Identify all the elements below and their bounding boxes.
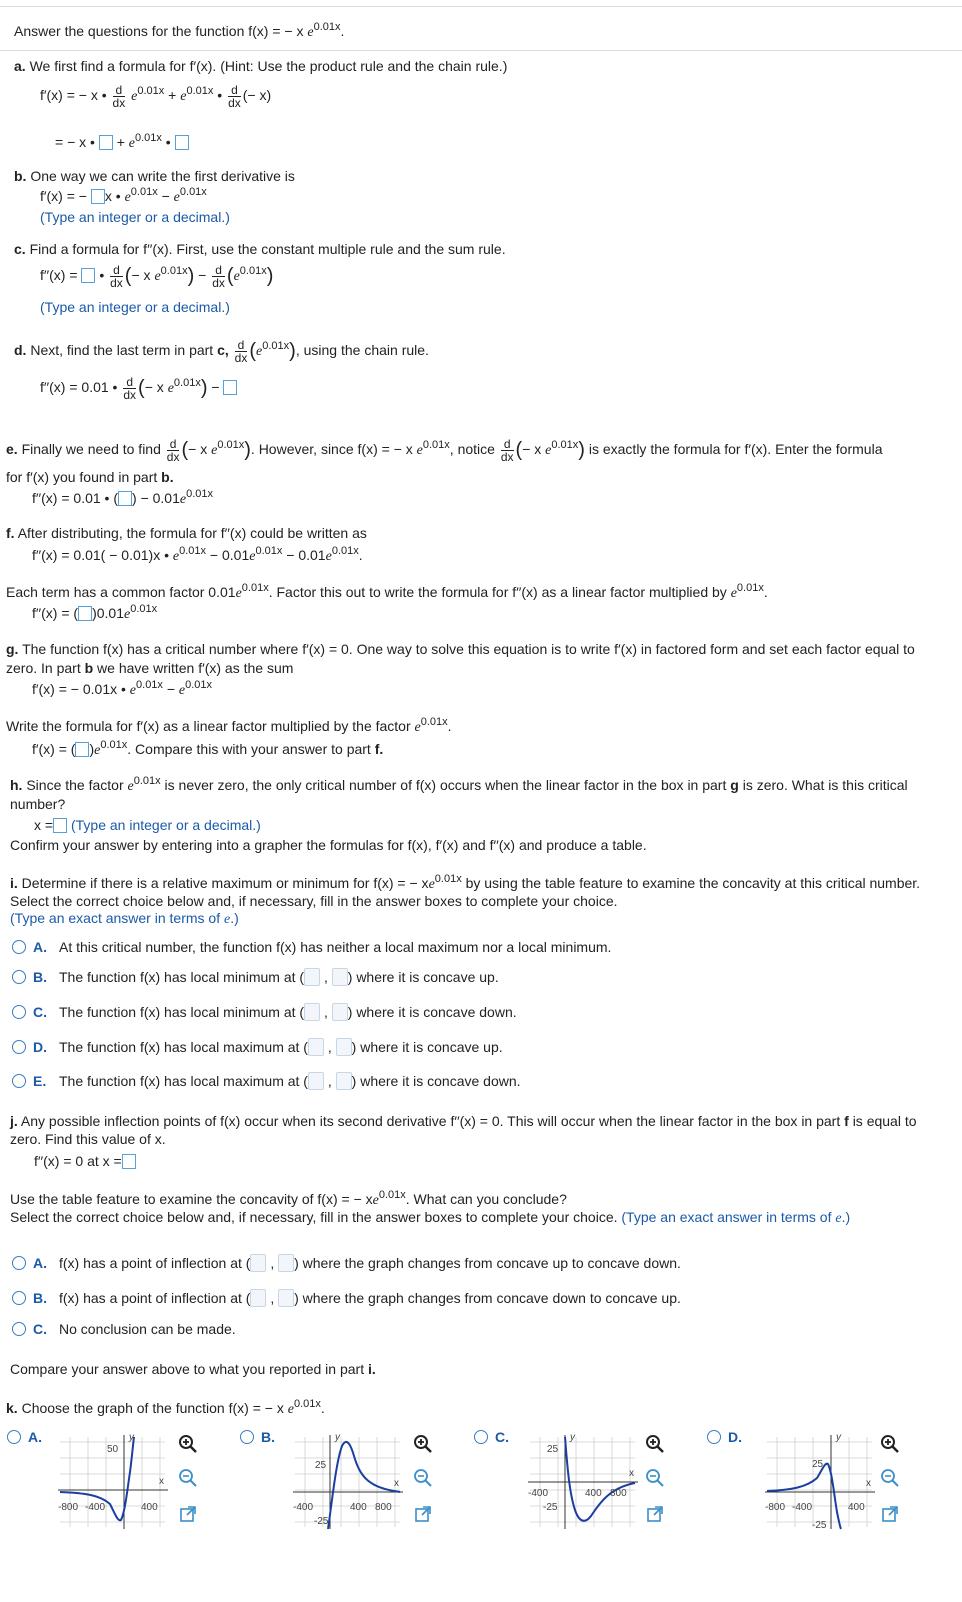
radio-k-b[interactable]	[240, 1430, 254, 1444]
graph-d-tick-x3: 400	[848, 1502, 865, 1513]
answer-box-i-e-y[interactable]	[336, 1072, 352, 1090]
zoom-in-icon[interactable]	[178, 1434, 198, 1454]
part-e-formula: f′′(x) = 0.01 • ( ) − $0.01e^{0.01x}$	[32, 488, 214, 507]
part-f-factored: f′′(x) = ( )$0.01e^{0.01x}$	[32, 603, 158, 622]
question-prompt: Answer the questions for the function f(x) = − x $e^{0.01x}$.	[14, 21, 345, 40]
option-i-d-text[interactable]: The function f(x) has local maximum at ( , ) where it is concave up.	[59, 1039, 503, 1055]
part-d-formula: f′′(x) = 0.01 • $\frac{d}{dx}$ (− x $e^{0.01x}$) −	[40, 372, 237, 404]
part-i-prompt: i. Determine if there is a relative maximum or minimum for f(x) = − $xe^{0.01x}$ by using the table feature to examine the concavity at this critical number.	[10, 873, 921, 892]
zoom-in-icon[interactable]	[880, 1434, 900, 1454]
part-g-factored: f′(x) = ( )$e^{0.01x}$. Compare this with your answer to part f.	[32, 739, 384, 758]
graph-option-a[interactable]	[55, 1432, 170, 1532]
graph-d-tick-x1: -800	[765, 1502, 786, 1513]
graph-c-y-label: y	[570, 1432, 575, 1443]
part-g-factor-prompt: Write the formula for f′(x) as a linear factor multiplied by the factor $e^{0.01x}$.	[6, 716, 452, 735]
graph-d-tick-x2: -400	[792, 1502, 813, 1513]
zoom-out-icon[interactable]	[178, 1468, 198, 1488]
question-header	[0, 10, 962, 51]
part-d-prompt: d. Next, find the last term in part c, $\frac{d}{dx}$ $(e^{0.01x})$, using the chain rule.	[14, 337, 429, 365]
graph-option-b[interactable]	[290, 1432, 405, 1532]
graph-c-tick-y1: 25	[547, 1444, 559, 1455]
graph-d-x-label: x	[866, 1478, 871, 1489]
graph-b-tick-y2: -25	[314, 1516, 329, 1527]
graph-option-c[interactable]	[525, 1432, 640, 1532]
popout-icon[interactable]	[413, 1504, 433, 1524]
answer-box-j[interactable]	[122, 1154, 136, 1169]
answer-box-e[interactable]	[118, 491, 132, 506]
graph-a-x-label: x	[159, 1476, 164, 1487]
part-f-prompt: f. After distributing, the formula for f′′(x) could be written as	[6, 525, 367, 541]
graph-c-x-label: x	[629, 1468, 634, 1479]
answer-box-i-b-x[interactable]	[304, 968, 320, 986]
graph-b-tick-x1: -400	[293, 1502, 314, 1513]
option-j-c-letter: C.	[33, 1321, 47, 1337]
part-j-prompt-cont: zero. Find this value of x.	[10, 1131, 166, 1147]
part-i-hint: (Type an exact answer in terms of e.)	[10, 910, 239, 927]
graph-c-tick-x3: 800	[610, 1488, 627, 1499]
part-a-prompt: a. We first find a formula for f′(x). (Hint: Use the product rule and the chain rule.)	[14, 58, 508, 74]
radio-j-b[interactable]	[12, 1291, 26, 1305]
graph-a-tick-x1: -800	[58, 1502, 79, 1513]
part-i-instruction: Select the correct choice below and, if necessary, fill in the answer boxes to complete your choice.	[10, 893, 618, 909]
part-g-prompt-cont: zero. In part b we have written f′(x) as the sum	[6, 660, 294, 676]
zoom-out-icon[interactable]	[880, 1468, 900, 1488]
option-j-c-text[interactable]: No conclusion can be made.	[59, 1321, 236, 1337]
radio-i-e[interactable]	[12, 1074, 26, 1088]
option-j-b-text[interactable]: f(x) has a point of inflection at ( , ) where the graph changes from concave down to concave up.	[59, 1290, 681, 1306]
part-j-answer: f′′(x) = 0 at x =	[34, 1152, 136, 1170]
option-i-c-text[interactable]: The function f(x) has local minimum at ( , ) where it is concave down.	[59, 1004, 517, 1020]
popout-icon[interactable]	[880, 1504, 900, 1524]
graph-d-tick-y1: 25	[812, 1459, 824, 1470]
zoom-in-icon[interactable]	[413, 1434, 433, 1454]
answer-box-i-d-y[interactable]	[336, 1038, 352, 1056]
option-k-a-letter: A.	[28, 1429, 42, 1445]
part-c-prompt: c. Find a formula for f′′(x). First, use the constant multiple rule and the sum rule.	[14, 241, 506, 257]
part-b-formula: f′(x) = − x • $e^{0.01x} - e^{0.01x}$	[40, 186, 207, 205]
part-b-prompt: b. One way we can write the first derivative is	[14, 168, 295, 184]
part-j-prompt: j. Any possible inflection points of f(x) occur when its second derivative f′′(x) = 0. This will occur when the linear factor in the box in part f is equal to	[10, 1113, 917, 1129]
option-i-a-text[interactable]: At this critical number, the function f(x) has neither a local maximum nor a local minimum.	[59, 939, 612, 955]
answer-box-c[interactable]	[81, 268, 95, 283]
graph-c-tick-y2: -25	[543, 1502, 558, 1513]
part-j-instruction: Select the correct choice below and, if necessary, fill in the answer boxes to complete your choice. (Type an exact answer in terms of e.)	[10, 1209, 851, 1226]
radio-i-b[interactable]	[12, 970, 26, 984]
popout-icon[interactable]	[178, 1504, 198, 1524]
radio-j-a[interactable]	[12, 1256, 26, 1270]
answer-box-j-b-y[interactable]	[278, 1289, 294, 1307]
radio-i-d[interactable]	[12, 1040, 26, 1054]
answer-box-b[interactable]	[91, 189, 105, 204]
radio-i-c[interactable]	[12, 1005, 26, 1019]
graph-b-y-label: y	[335, 1432, 340, 1443]
graph-a-tick-x2: -400	[85, 1502, 106, 1513]
option-i-b-letter: B.	[33, 969, 47, 985]
option-i-e-text[interactable]: The function f(x) has local maximum at ( , ) where it is concave down.	[59, 1073, 521, 1089]
option-i-d-letter: D.	[33, 1039, 47, 1055]
radio-j-c[interactable]	[12, 1322, 26, 1336]
answer-box-i-c-x[interactable]	[304, 1003, 320, 1021]
option-k-d-letter: D.	[728, 1429, 742, 1445]
part-j-concavity-prompt: Use the table feature to examine the concavity of f(x) = − $xe^{0.01x}$. What can you conclude?	[10, 1189, 567, 1208]
option-j-a-text[interactable]: f(x) has a point of inflection at ( , ) where the graph changes from concave up to concave down.	[59, 1255, 681, 1271]
answer-box-a2[interactable]	[175, 135, 189, 150]
part-f-formula: f′′(x) = 0.01( − 0.01)x • $e^{0.01x} - 0.01e^{0.01x} - 0.01e^{0.01x}$.	[32, 545, 363, 564]
graph-b-tick-y1: 25	[315, 1460, 327, 1471]
graph-c-tick-x1: -400	[528, 1488, 549, 1499]
part-e-prompt: e. Finally we need to find $\frac{d}{dx}$ (− x $e^{0.01x}$). However, since f(x) = − x $e^{0.01x}$, notice $\frac{d}{dx}$ (− x $e^{0.01x}$) is exactly the formula for f′(x). Enter the formula	[6, 436, 883, 464]
answer-box-g[interactable]	[75, 742, 89, 757]
graph-d-curve	[767, 1464, 841, 1529]
answer-box-j-a-x[interactable]	[250, 1254, 266, 1272]
option-j-b-letter: B.	[33, 1290, 47, 1306]
part-k-prompt: k. Choose the graph of the function f(x) = − x $e^{0.01x}$.	[6, 1398, 325, 1417]
zoom-in-icon[interactable]	[645, 1434, 665, 1454]
part-g-formula: f′(x) = − 0.01x • $e^{0.01x} - e^{0.01x}$	[32, 679, 213, 698]
radio-k-a[interactable]	[7, 1430, 21, 1444]
part-a-answer-line: = − x • + $e^{0.01x}$ •	[55, 133, 189, 153]
radio-i-a[interactable]	[12, 940, 26, 954]
radio-k-c[interactable]	[474, 1430, 488, 1444]
part-a-formula: f′(x) = − x • $\frac{d}{dx}$ $e^{0.01x} + e^{0.01x}$ • $\frac{d}{dx}$ (− x)	[40, 82, 272, 110]
graph-b-tick-x3: 800	[375, 1502, 392, 1513]
answer-box-j-b-x[interactable]	[250, 1289, 266, 1307]
graph-a-y-label: y	[129, 1432, 134, 1443]
graph-c-tick-x2: 400	[585, 1488, 602, 1499]
answer-box-i-c-y[interactable]	[332, 1003, 348, 1021]
part-h-confirm: Confirm your answer by entering into a grapher the formulas for f(x), f′(x) and f′′(x) and produce a table.	[10, 837, 647, 853]
radio-k-d[interactable]	[707, 1430, 721, 1444]
top-divider	[0, 6, 962, 7]
part-j-compare: Compare your answer above to what you reported in part i.	[10, 1361, 376, 1377]
part-g-prompt: g. The function f(x) has a critical number where f′(x) = 0. One way to solve this equation is to write f′(x) in factored form and set each factor equal to	[6, 641, 915, 657]
answer-box-j-a-y[interactable]	[278, 1254, 294, 1272]
option-i-c-letter: C.	[33, 1004, 47, 1020]
part-h-prompt: h. Since the factor $e^{0.01x}$ is never zero, the only critical number of f(x) occurs when the linear factor in the box in part g is zero. What is this critical	[10, 775, 908, 794]
part-h-prompt-cont: number?	[10, 796, 66, 812]
graph-option-d[interactable]	[762, 1432, 877, 1532]
zoom-out-icon[interactable]	[413, 1468, 433, 1488]
graph-c-curve	[565, 1437, 635, 1521]
option-i-b-text[interactable]: The function f(x) has local minimum at ( , ) where it is concave up.	[59, 969, 499, 985]
part-c-hint: (Type an integer or a decimal.)	[40, 299, 230, 315]
graph-b-curve	[328, 1442, 400, 1529]
part-h-answer: x = (Type an integer or a decimal.)	[34, 817, 261, 833]
part-c-formula: f′′(x) = • $\frac{d}{dx}$ (− x $e^{0.01x}$) − $\frac{d}{dx}$ $(e^{0.01x})$	[40, 262, 274, 290]
answer-box-a1[interactable]	[99, 135, 113, 150]
answer-box-h[interactable]	[53, 818, 67, 833]
option-k-b-letter: B.	[261, 1429, 275, 1445]
answer-box-f[interactable]	[78, 606, 92, 621]
answer-box-i-b-y[interactable]	[332, 968, 348, 986]
zoom-out-icon[interactable]	[645, 1468, 665, 1488]
option-i-e-letter: E.	[33, 1073, 47, 1089]
option-j-a-letter: A.	[33, 1255, 47, 1271]
graph-a-tick-x3: 400	[141, 1502, 158, 1513]
option-i-a-letter: A.	[33, 939, 47, 955]
graph-d-tick-y2: -25	[812, 1520, 827, 1531]
part-f-factor-prompt: Each term has a common factor $0.01e^{0.01x}$. Factor this out to write the formula for f′′(x) as a linear factor multiplied by $e^{0.01x}$.	[6, 582, 768, 601]
popout-icon[interactable]	[645, 1504, 665, 1524]
answer-box-i-d-x[interactable]	[308, 1038, 324, 1056]
graph-b-tick-x2: 400	[350, 1502, 367, 1513]
answer-box-d[interactable]	[223, 380, 237, 395]
graph-d-y-label: y	[836, 1432, 841, 1443]
part-e-prompt-cont: for f′(x) you found in part b.	[6, 469, 174, 485]
answer-box-i-e-x[interactable]	[308, 1072, 324, 1090]
part-b-hint: (Type an integer or a decimal.)	[40, 209, 230, 225]
graph-a-tick-y: 50	[107, 1444, 119, 1455]
graph-b-x-label: x	[394, 1478, 399, 1489]
option-k-c-letter: C.	[495, 1429, 509, 1445]
